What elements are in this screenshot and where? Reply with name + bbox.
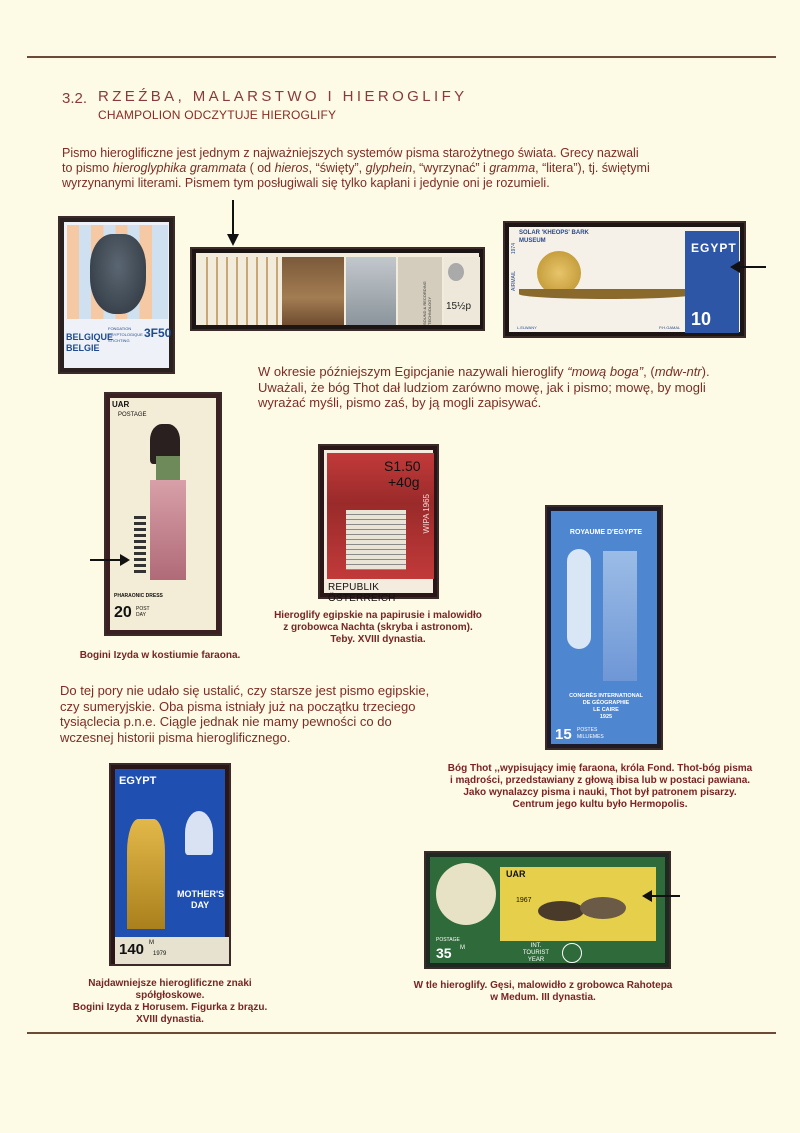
dress-image (150, 480, 186, 580)
stamp-label: POSTAGE (118, 412, 147, 418)
speech-term: “mową boga” (567, 364, 644, 379)
stamp-value: 15 (555, 726, 572, 743)
caption-line: Hieroglify egipskie na papirusie i malowidło (274, 610, 482, 621)
intro-line-1: Pismo hieroglificzne jest jednym z najważniejszych systemów pisma starożytnego świata. Grecy nazwali (62, 146, 639, 160)
stamp-solar-bark (503, 221, 746, 338)
stamp-unit: M (460, 945, 465, 951)
cartouche-image (567, 549, 591, 649)
caption-line: Centrum jego kultu było Hermopolis. (512, 799, 688, 810)
queen-head-icon (448, 263, 464, 281)
caption-isis: Bogini Izyda w kostiumie faraona. (79, 650, 241, 661)
keyboard-panel (398, 257, 442, 325)
stamp-label-2: DAY (191, 900, 210, 910)
caption-line: W tle hieroglify. Gęsi, malowidło z grobowca Rahotepa (413, 980, 673, 991)
stamp-year: 1974 (511, 243, 517, 255)
arrow-down-icon (226, 200, 240, 246)
stamp-congress-3: LE CAIRE (593, 707, 619, 713)
stamp-label: POSTAGE (436, 937, 460, 943)
caption-line: w Medum. III dynastia. (490, 992, 596, 1003)
caption-line: Bóg Thot ,,wypisujący imię faraona, króla Fond. Thot-bóg pisma (447, 763, 753, 774)
stamp-unit: POST DAY (136, 606, 150, 618)
bird-hieroglyph-image (185, 811, 213, 855)
stamp-title-2: MUSEUM (519, 238, 546, 244)
stamp-value: 35 (436, 945, 452, 961)
intro-text: , “wyrzynać” i (412, 161, 490, 175)
intro-text: to pismo (62, 161, 113, 175)
stamp-value: 3F50 (144, 326, 172, 340)
sumer-line: tysiąclecia p.n.e. Ciągle jednak nie mamy pewności co do (60, 714, 392, 729)
value-panel (444, 257, 480, 325)
top-rule (27, 56, 776, 58)
stamp-congress: CONGRÈS INTERNATIONAL (569, 693, 643, 699)
stamp-text-3: YEAR (527, 957, 545, 963)
stamp-thot (545, 505, 663, 750)
goose-image (580, 897, 626, 919)
stamp-unit-2: MILLIEMES (577, 734, 604, 740)
stamp-country: EGYPT (119, 775, 157, 787)
stamp-mothers-day (109, 763, 231, 966)
intro-line-2 (62, 161, 762, 176)
stamp-congress-2: DE GÉOGRAPHIE (582, 700, 630, 706)
intro-text: , “święty”, (308, 161, 366, 175)
speech-term: mdw-ntr (654, 364, 702, 379)
stamp-year: 1925 (599, 714, 613, 720)
caption-horus (55, 978, 285, 1026)
arrow-right-icon (90, 553, 130, 567)
speech-line-1 (258, 364, 758, 380)
intro-text: ( od (246, 161, 275, 175)
boat-image (519, 289, 695, 299)
intro-text: , “litera”), tj. świętymi (535, 161, 650, 175)
stamp-geese (424, 851, 671, 969)
sumer-line: wczesnej historii pisma hieroglificznego. (60, 729, 291, 745)
caption-line: z grobowca Nachta (skryba i astronom). (283, 622, 473, 633)
caption-line: Teby. XVIII dynastia. (330, 634, 426, 645)
section-subtitle: CHAMPOLION ODCZYTUJE HIEROGLIFY (98, 108, 337, 122)
caption-line: i mądrości, przedstawiany z głową ibisa lub w postaci pawiana. (449, 775, 751, 786)
section-title: RZEŹBA, MALARSTWO I HIEROGLIFY (98, 88, 468, 105)
stamp-country: UAR (506, 869, 526, 879)
arrow-left-icon (642, 889, 680, 903)
arrow-left-icon (730, 260, 766, 274)
intro-line-3: wyrzynanymi literami. Pismem tym posługiwali się tylko kapłani i jedynie oni je rozumieli. (62, 176, 550, 190)
caption-line: Bogini Izyda z Horusem. Figurka z brązu. (72, 1002, 268, 1013)
stamp-unit: M (149, 940, 154, 946)
isis-horus-figure-image (127, 819, 165, 929)
caption-line: Jako wynalazcy pisma i nauki, Thot był patronem pisarzy. (463, 787, 737, 798)
caption-line: XVIII dynastia. (136, 1014, 204, 1025)
stamp-austria (318, 444, 439, 604)
stamp-country: REPUBLIK ÖSTERREICH (328, 582, 396, 604)
stamp-unit: POSTES (577, 727, 598, 733)
library-panel (282, 257, 344, 325)
stamp-isis-dress (104, 392, 222, 636)
speech-text: W okresie późniejszym Egipcjanie nazywali hieroglify (258, 364, 568, 379)
speech-text: ). (701, 364, 710, 379)
stamp-surcharge: +40g (388, 474, 420, 490)
stamp-label: MOTHER'S (177, 889, 225, 899)
stamp-value: 10 (691, 309, 712, 329)
speech-line-3: wyrażać myśli, pismo zaś, by ją mogli zapisywać. (258, 395, 542, 410)
sumer-line: Do tej pory nie udało się ustalić, czy starsze jest pismo egipskie, (60, 683, 430, 698)
goose-image (538, 901, 584, 921)
stamp-value: 20 (114, 604, 132, 621)
speech-paragraph (258, 364, 758, 411)
caption-thot (404, 763, 796, 811)
intro-term: hieros (274, 161, 309, 175)
bottom-rule (27, 1032, 776, 1034)
stamp-value: S1.50 (384, 458, 421, 474)
collar-image (156, 456, 180, 480)
intro-term: gramma (489, 161, 536, 175)
stamp-country: ROYAUME D'EGYPTE (569, 529, 643, 536)
stamp-title: SOLAR 'KHEOPS' BARK (519, 230, 589, 236)
stamp-year: 1979 (153, 951, 167, 957)
speech-text: , ( (643, 364, 655, 379)
sumer-paragraph (60, 683, 480, 745)
stamp-note: FONDATION (108, 326, 132, 331)
stamp-country-2: BELGIE (66, 343, 100, 353)
sumer-line: czy sumeryjskie. Oba pisma istniały już na początku trzeciego (60, 698, 416, 714)
stamp-note: EGYPTOLOGIQUE (108, 332, 143, 337)
stamp-country: EGYPT (691, 241, 737, 255)
speech-line-2: Uważali, że bóg Thot dał ludziom zarówno mowę, jak i pismo; mowę, by mogli (258, 379, 706, 395)
stamp-country: UAR (112, 400, 130, 409)
stamp-side-text: WIPA 1965 (422, 494, 431, 534)
stamp-text-2: TOURIST (522, 950, 550, 956)
intro-term: hieroglyphika grammata (112, 161, 247, 175)
hunter-medallion-image (436, 863, 496, 925)
hieroglyph-panel (198, 257, 278, 325)
caption-line: Najdawniejsze hieroglificzne znaki spółgłoskowe. (88, 978, 252, 1001)
stamp-country: BELGIQUE (66, 332, 114, 342)
papyrus-image (346, 510, 406, 570)
stamp-value: 15½p (446, 301, 472, 312)
stamp-belgium (58, 216, 175, 374)
stamp-value: 140 (119, 941, 145, 958)
stamp-side-text: SOUND & RECORDING TECHNOLOGY (422, 281, 432, 325)
intro-paragraph (62, 146, 762, 191)
stamp-text: INT. (530, 943, 542, 949)
stamp-artist-2: P.H.GAMAL (659, 325, 681, 330)
stamp-side-text: AIRMAIL (511, 271, 517, 292)
stamp-uk-strip (190, 247, 485, 331)
emblem-icon (562, 943, 582, 963)
caption-geese (396, 980, 690, 1004)
stamp-artist: L.ELWANY (517, 325, 537, 330)
stamp-caption: PHARAONIC DRESS (114, 593, 163, 599)
stamp-note: STICHTING (108, 338, 130, 343)
thot-figure-image (603, 551, 637, 681)
intro-term: glyphein (365, 161, 413, 175)
caption-nacht (270, 610, 486, 646)
pharaoh-head-image (90, 234, 146, 314)
computer-panel (346, 257, 396, 325)
section-number: 3.2. (62, 90, 88, 107)
hieroglyph-column (134, 516, 146, 576)
stamp-year: 1967 (516, 897, 532, 904)
